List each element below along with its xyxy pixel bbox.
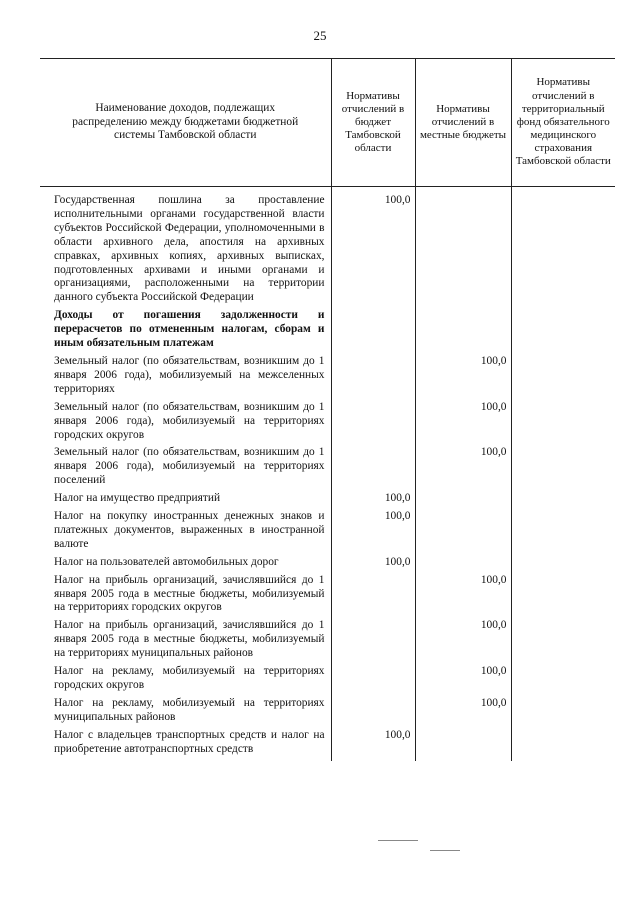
row-fund [511, 401, 615, 447]
table-row [40, 729, 615, 761]
row-regional: 100,0 [331, 729, 415, 761]
row-name: Налог на имущество предприятий [54, 492, 221, 505]
row-fund [511, 446, 615, 492]
page-number: 25 [313, 28, 327, 43]
row-name: Государственная пошлина за проставление исполнительными органами государственной власти субъектов Российской Федерации, уполномоченными в области архивного дела, апостиля на архивных справках, архивных копиях, архивных выписках, подготовленных архивами и иными органами и организациями, расположенными на территории данного субъекта Российской Федерации [54, 194, 325, 304]
table-row [40, 401, 615, 447]
row-regional [331, 697, 415, 729]
row-local: 100,0 [415, 446, 511, 492]
table-row [40, 510, 615, 556]
row-name: Налог на прибыль организаций, зачислявшийся до 1 января 2005 года в местные бюджеты, мобилизуемый на территориях городских округов [54, 573, 325, 614]
row-local [415, 729, 511, 761]
row-regional [331, 574, 415, 620]
revenue-norms-table [40, 58, 615, 761]
row-fund [511, 697, 615, 729]
table-row [40, 556, 615, 574]
row-local: 100,0 [415, 401, 511, 447]
table-row [40, 619, 615, 665]
row-name: Налог на прибыль организаций, зачислявшийся до 1 января 2005 года в местные бюджеты, мобилизуемый на территориях муниципальных районов [54, 619, 325, 660]
table-row [40, 446, 615, 492]
row-name: Налог с владельцев транспортных средств и налог на приобретение автотранспортных средств [54, 728, 325, 755]
row-local: 100,0 [415, 665, 511, 697]
table-row [40, 665, 615, 697]
header-local-budgets: Нормативы отчислений в местные бюджеты [415, 59, 511, 187]
row-regional [331, 619, 415, 665]
row-fund [511, 556, 615, 574]
row-regional [331, 446, 415, 492]
row-regional [331, 665, 415, 697]
row-local [415, 510, 511, 556]
header-regional-budget: Нормативы отчислений в бюджет Тамбовской области [331, 59, 415, 187]
row-name: Доходы от погашения задолженности и перерасчетов по отмененным налогам, сборам и иным обязательным платежам [54, 309, 325, 350]
row-name: Налог на рекламу, мобилизуемый на территориях муниципальных районов [54, 696, 325, 723]
row-regional: 100,0 [331, 187, 415, 310]
row-name: Налог на покупку иностранных денежных знаков и платежных документов, выраженных в иностранной валюте [54, 510, 325, 550]
row-fund [511, 492, 615, 510]
header-revenue-name: Наименование доходов, подлежащих распределению между бюджетами бюджетной системы Тамбовской области [40, 59, 331, 187]
row-name: Налог на рекламу, мобилизуемый на территориях городских округов [54, 665, 325, 691]
row-local: 100,0 [415, 619, 511, 665]
row-local [415, 492, 511, 510]
scan-artifact-line [430, 850, 460, 851]
row-fund [511, 574, 615, 620]
row-fund [511, 309, 615, 355]
row-fund [511, 729, 615, 761]
row-fund [511, 510, 615, 556]
row-regional [331, 355, 415, 401]
scan-artifact-line [378, 840, 418, 841]
table-row [40, 697, 615, 729]
row-regional [331, 401, 415, 447]
row-name: Налог на пользователей автомобильных дорог [54, 555, 279, 568]
row-local [415, 309, 511, 355]
row-fund [511, 187, 615, 310]
row-name: Земельный налог (по обязательствам, возникшим до 1 января 2006 года), мобилизуемый на межселенных территориях [54, 354, 325, 395]
table-header-row [40, 59, 615, 187]
row-name: Земельный налог (по обязательствам, возникшим до 1 января 2006 года), мобилизуемый на территориях поселений [54, 446, 325, 487]
row-regional: 100,0 [331, 556, 415, 574]
row-local: 100,0 [415, 355, 511, 401]
table-row [40, 574, 615, 620]
row-regional [331, 309, 415, 355]
row-regional: 100,0 [331, 492, 415, 510]
row-local: 100,0 [415, 697, 511, 729]
row-fund [511, 665, 615, 697]
row-regional: 100,0 [331, 510, 415, 556]
row-local: 100,0 [415, 574, 511, 620]
row-name: Земельный налог (по обязательствам, возникшим до 1 января 2006 года), мобилизуемый на территориях городских округов [54, 400, 325, 441]
row-local [415, 556, 511, 574]
header-medical-fund: Нормативы отчислений в территориальный фонд обязательного медицинского страхования Тамбовской области [511, 59, 615, 187]
table-row-section [40, 309, 615, 355]
table-row [40, 355, 615, 401]
table-row [40, 187, 615, 310]
row-local [415, 187, 511, 310]
row-fund [511, 619, 615, 665]
row-fund [511, 355, 615, 401]
table-row [40, 492, 615, 510]
